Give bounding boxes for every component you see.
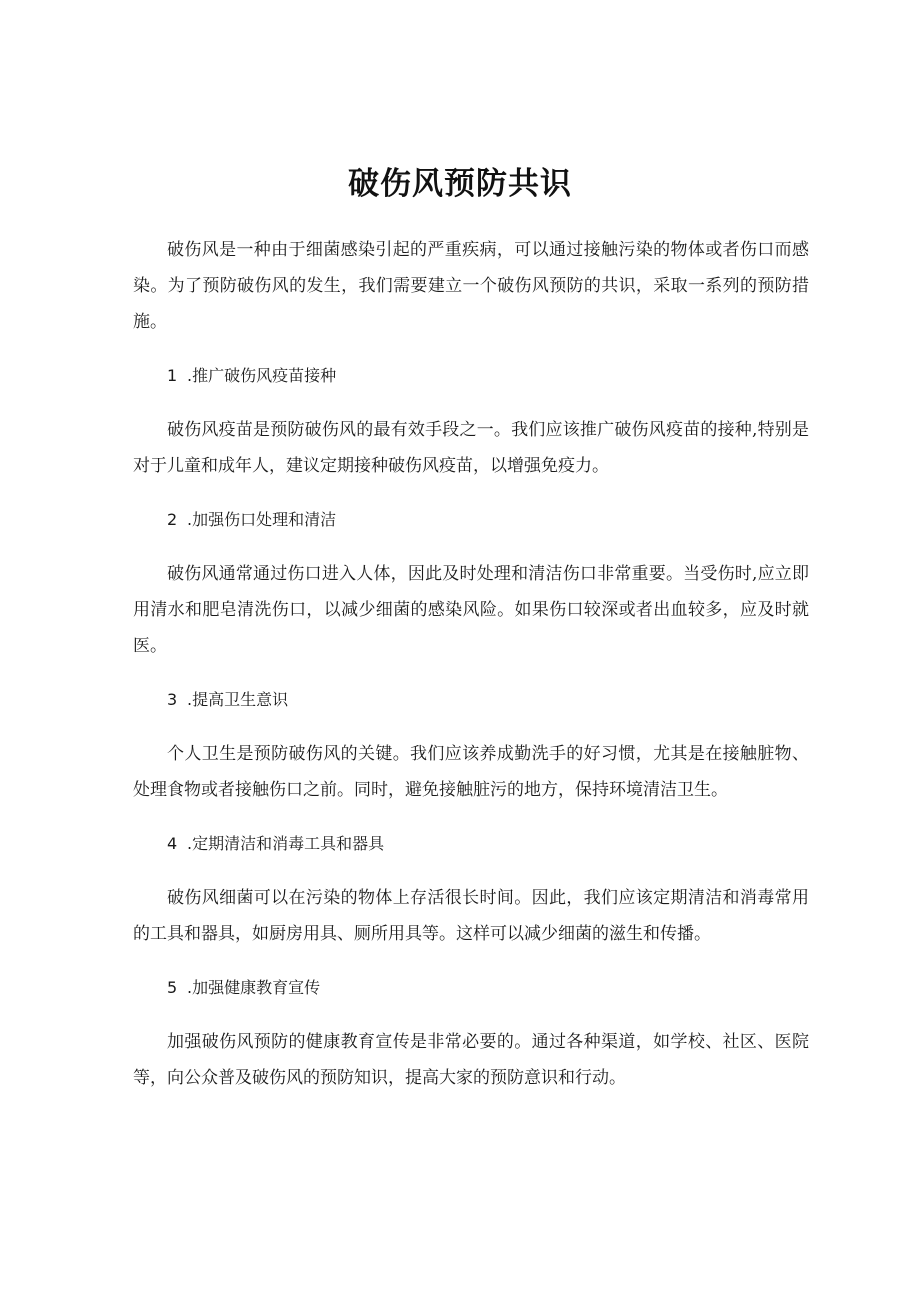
section-heading-1 — [133, 358, 809, 394]
section-body-2: 破伤风通常通过伤口进入人体，因此及时处理和清洁伤口非常重要。当受伤时,应立即用清水和肥皂清洗伤口，以减少细菌的感染风险。如果伤口较深或者出血较多，应及时就医。 — [133, 564, 809, 656]
section-body-4: 破伤风细菌可以在污染的物体上存活很长时间。因此，我们应该定期清洁和消毒常用的工具和器具，如厨房用具、厕所用具等。这样可以减少细菌的滋生和传播。 — [133, 888, 809, 944]
section-number: 3 — [167, 690, 178, 709]
section-heading-text: .加强伤口处理和清洁 — [187, 510, 337, 529]
intro-paragraph: 破伤风是一种由于细菌感染引起的严重疾病，可以通过接触污染的物体或者伤口而感染。为了预防破伤风的发生，我们需要建立一个破伤风预防的共识，采取一系列的预防措施。 — [133, 240, 809, 332]
document-title: 破伤风预防共识 — [348, 166, 572, 202]
document-body — [133, 232, 809, 1096]
section-heading-text: .提高卫生意识 — [187, 690, 289, 709]
section-body-1: 破伤风疫苗是预防破伤风的最有效手段之一。我们应该推广破伤风疫苗的接种,特别是对于儿童和成年人，建议定期接种破伤风疫苗，以增强免疫力。 — [133, 420, 809, 476]
section-heading-2 — [133, 502, 809, 538]
section-number: 5 — [167, 978, 178, 997]
section-body-5: 加强破伤风预防的健康教育宣传是非常必要的。通过各种渠道，如学校、社区、医院等，向公众普及破伤风的预防知识，提高大家的预防意识和行动。 — [133, 1032, 809, 1088]
section-heading-text: .定期清洁和消毒工具和器具 — [187, 834, 385, 853]
section-body-3: 个人卫生是预防破伤风的关键。我们应该养成勤洗手的好习惯，尤其是在接触脏物、处理食物或者接触伤口之前。同时，避免接触脏污的地方，保持环境清洁卫生。 — [133, 744, 809, 800]
section-heading-text: .加强健康教育宣传 — [187, 978, 321, 997]
section-heading-4 — [133, 826, 809, 862]
section-heading-5 — [133, 970, 809, 1006]
section-heading-text: .推广破伤风疫苗接种 — [187, 366, 337, 385]
section-number: 1 — [167, 366, 178, 385]
section-heading-3 — [133, 682, 809, 718]
section-number: 4 — [167, 834, 178, 853]
section-number: 2 — [167, 510, 178, 529]
